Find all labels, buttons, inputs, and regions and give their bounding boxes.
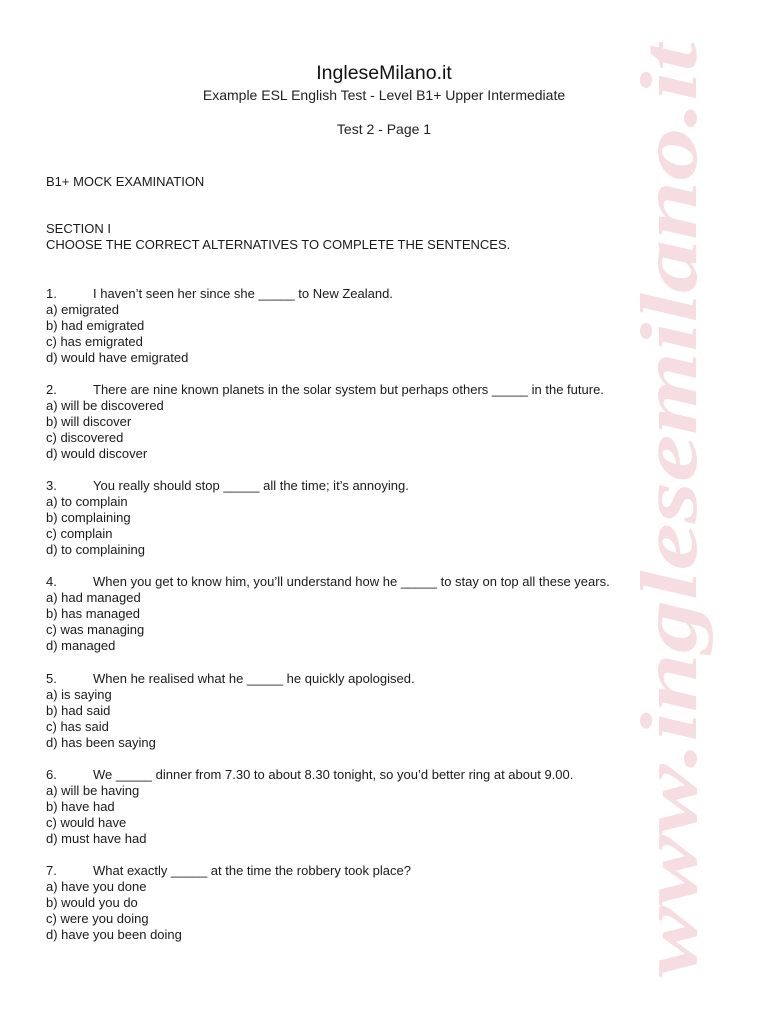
option-c: c) were you doing bbox=[46, 911, 149, 926]
question-text: When he realised what he _____ he quickly apologised. bbox=[93, 671, 415, 686]
option-c: c) was managing bbox=[46, 622, 145, 637]
section-title: SECTION I bbox=[46, 221, 112, 236]
question-number: 7. bbox=[46, 863, 57, 878]
question-stem bbox=[46, 863, 706, 879]
question-number: 4. bbox=[46, 574, 57, 589]
option-d: d) has been saying bbox=[46, 735, 156, 750]
test-subtitle: Example ESL English Test - Level B1+ Upper Intermediate bbox=[202, 87, 566, 103]
question-5 bbox=[46, 671, 706, 751]
option-c: c) has emigrated bbox=[46, 334, 143, 349]
question-number: 5. bbox=[46, 671, 57, 686]
option-c: c) would have bbox=[46, 815, 127, 830]
question-text: There are nine known planets in the solar system but perhaps others _____ in the future. bbox=[93, 382, 604, 397]
question-stem bbox=[46, 382, 706, 398]
option-d: d) to complaining bbox=[46, 542, 145, 557]
option-b: b) have had bbox=[46, 799, 115, 814]
question-text: When you get to know him, you’ll understand how he _____ to stay on top all these years. bbox=[93, 574, 610, 589]
question-3 bbox=[46, 478, 706, 558]
watermark-text: www.inglesemilano.it bbox=[626, 273, 714, 977]
option-b: b) had said bbox=[46, 703, 111, 718]
question-stem bbox=[46, 286, 706, 302]
question-7 bbox=[46, 863, 706, 943]
option-c: c) discovered bbox=[46, 430, 124, 445]
question-stem bbox=[46, 671, 706, 687]
option-a: a) had managed bbox=[46, 590, 141, 605]
option-d: d) managed bbox=[46, 638, 116, 653]
option-b: b) had emigrated bbox=[46, 318, 145, 333]
option-b: b) complaining bbox=[46, 510, 131, 525]
question-number: 6. bbox=[46, 767, 57, 782]
question-stem bbox=[46, 574, 706, 590]
question-number: 3. bbox=[46, 478, 57, 493]
question-1 bbox=[46, 286, 706, 366]
question-stem bbox=[46, 767, 706, 783]
question-text: What exactly _____ at the time the robbery took place? bbox=[93, 863, 411, 878]
question-number: 2. bbox=[46, 382, 57, 397]
option-b: b) would you do bbox=[46, 895, 138, 910]
option-c: c) has said bbox=[46, 719, 109, 734]
test-page-number: Test 2 - Page 1 bbox=[336, 121, 432, 137]
option-a: a) will be discovered bbox=[46, 398, 164, 413]
question-number: 1. bbox=[46, 286, 57, 301]
question-stem bbox=[46, 478, 706, 494]
question-text: You really should stop _____ all the time; it’s annoying. bbox=[93, 478, 409, 493]
question-text: We _____ dinner from 7.30 to about 8.30 tonight, so you’d better ring at about 9.00. bbox=[93, 767, 574, 782]
option-b: b) will discover bbox=[46, 414, 132, 429]
section-instruction: CHOOSE THE CORRECT ALTERNATIVES TO COMPLETE THE SENTENCES. bbox=[46, 237, 511, 252]
exam-title: B1+ MOCK EXAMINATION bbox=[46, 174, 205, 189]
option-d: d) have you been doing bbox=[46, 927, 182, 942]
option-a: a) emigrated bbox=[46, 302, 119, 317]
option-a: a) is saying bbox=[46, 687, 112, 702]
question-text: I haven’t seen her since she _____ to New Zealand. bbox=[93, 286, 393, 301]
option-d: d) must have had bbox=[46, 831, 147, 846]
option-d: d) would discover bbox=[46, 446, 148, 461]
site-title: IngleseMilano.it bbox=[316, 62, 452, 84]
question-4 bbox=[46, 574, 706, 654]
option-d: d) would have emigrated bbox=[46, 350, 189, 365]
option-c: c) complain bbox=[46, 526, 113, 541]
option-a: a) to complain bbox=[46, 494, 128, 509]
option-a: a) will be having bbox=[46, 783, 140, 798]
question-2 bbox=[46, 382, 706, 462]
option-b: b) has managed bbox=[46, 606, 140, 621]
option-a: a) have you done bbox=[46, 879, 147, 894]
question-6 bbox=[46, 767, 706, 847]
